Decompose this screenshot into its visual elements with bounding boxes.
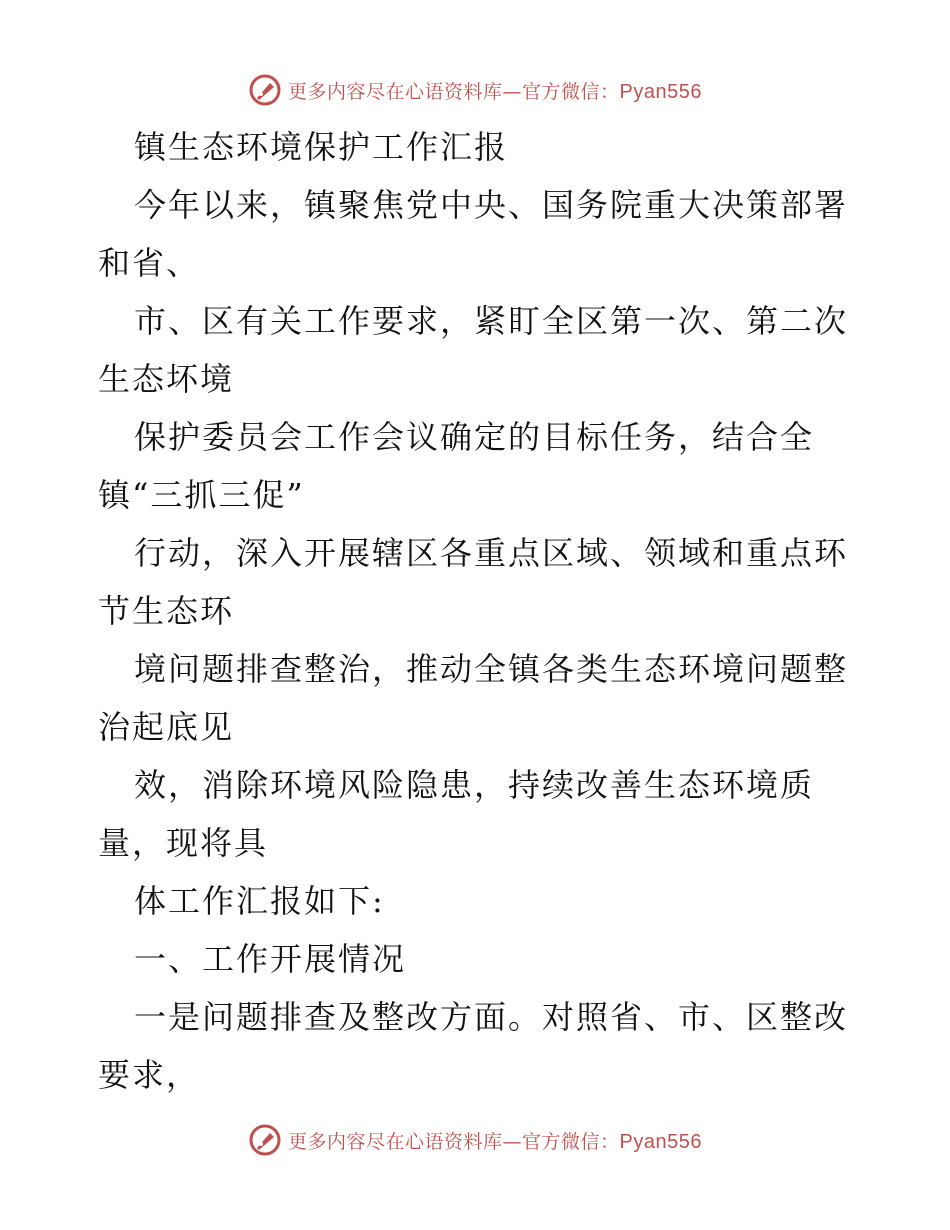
paragraph-line: 量，现将具 [98, 824, 269, 862]
paragraph-line: 生态坏境 [98, 360, 235, 398]
header-banner-text: 更多内容尽在心语资料库—官方微信：Pyan556 [288, 80, 702, 103]
paragraph-line: 要求， [98, 1056, 201, 1094]
document-body [98, 118, 858, 1104]
pen-nib-logo-icon [248, 1123, 282, 1157]
paragraph-line: 保护委员会工作会议确定的目标任务，结合全 [134, 418, 815, 456]
footer-banner-text: 更多内容尽在心语资料库—官方微信：Pyan556 [288, 1130, 702, 1153]
header-banner [0, 70, 950, 110]
wechat-handle: Pyan556 [619, 1130, 702, 1153]
paragraph-line: 镇“三抓三促” [98, 476, 305, 514]
wechat-handle: Pyan556 [619, 80, 702, 103]
paragraph-line: 和省、 [98, 244, 201, 282]
section-heading: 一、工作开展情况 [134, 940, 407, 978]
paragraph-line: 节生态环 [98, 592, 235, 630]
paragraph-line: 今年以来，镇聚焦党中央、国务院重大决策部署 [134, 186, 849, 224]
paragraph-line: 一是问题排查及整改方面。对照省、市、区整改 [134, 998, 849, 1036]
paragraph-line: 市、区有关工作要求，紧盯全区第一次、第二次 [134, 302, 849, 340]
footer-banner [0, 1120, 950, 1160]
paragraph-line: 治起底见 [98, 708, 235, 746]
paragraph-line: 效，消除环境风险隐患，持续改善生态环境质 [134, 766, 815, 804]
pen-nib-logo-icon [248, 73, 282, 107]
document-title: 镇生态环境保护工作汇报 [134, 128, 509, 166]
paragraph-line: 境问题排查整治，推动全镇各类生态环境问题整 [134, 650, 849, 688]
paragraph-line: 行动，深入开展辖区各重点区域、领域和重点环 [134, 534, 849, 572]
paragraph-line: 体工作汇报如下: [134, 882, 385, 920]
